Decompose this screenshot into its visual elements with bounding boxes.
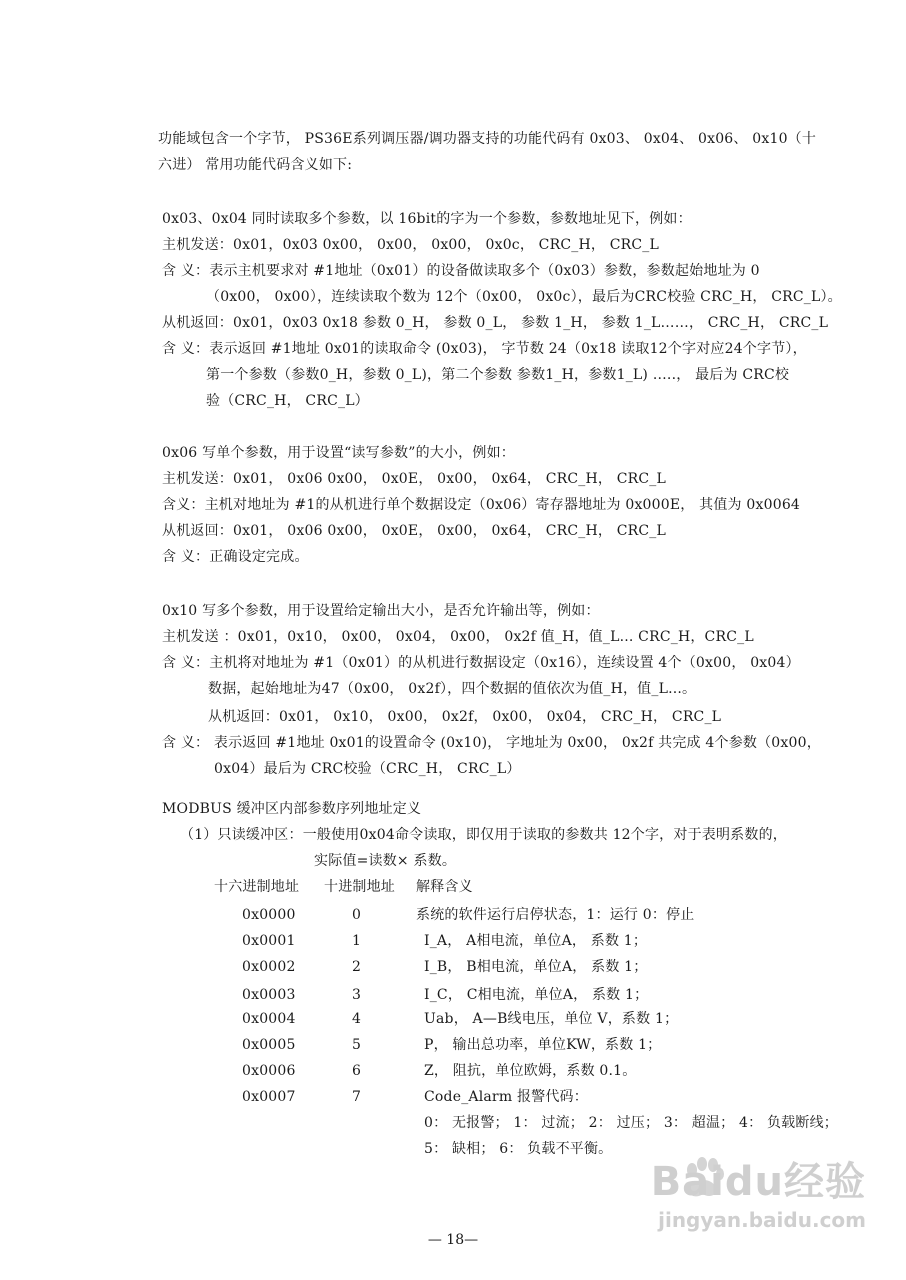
page-number: — 18— xyxy=(427,1232,479,1248)
func-0x10-reply-meaning-2: 0x04）最后为 CRC校验（CRC_H， CRC_L） xyxy=(214,761,521,777)
func-0x06-master-send: 主机发送：0x01， 0x06 0x00， 0x0E， 0x00， 0x64， CRC_H， CRC_L xyxy=(162,471,667,487)
func-0x03-reply-meaning-3: 验（CRC_H， CRC_L） xyxy=(206,393,369,409)
table-row-2-dec: 2 xyxy=(352,959,362,975)
func-0x03-heading: 0x03、0x04 同时读取多个参数，以 16bit的字为一个参数，参数地址见下，例如： xyxy=(162,211,692,227)
table-header-hex: 十六进制地址 xyxy=(214,879,300,895)
table-row-0-hex: 0x0000 xyxy=(242,907,296,923)
intro-line-1: 功能域包含一个字节， PS36E系列调压器/调功器支持的功能代码有 0x03、 0x04、 0x06、 0x10（十 xyxy=(158,131,817,147)
table-row-6-dec: 6 xyxy=(352,1063,362,1079)
func-0x03-reply-meaning-2: 第一个参数（参数0_H，参数 0_L)，第二个参数 参数1_H，参数1_L) …..， 最后为 CRC校 xyxy=(206,367,790,383)
func-0x10-slave-reply: 从机返回：0x01， 0x10， 0x00， 0x2f， 0x00， 0x04， CRC_H， CRC_L xyxy=(208,709,722,725)
table-row-3-hex: 0x0003 xyxy=(242,987,296,1003)
alarm-codes-line-2: 5： 缺相； 6： 负载不平衡。 xyxy=(424,1141,613,1157)
func-0x06-meaning: 含义：主机对地址为 #1的从机进行单个数据设定（0x06）寄存器地址为 0x000E， 其值为 0x0064 xyxy=(162,497,801,513)
table-row-5-hex: 0x0005 xyxy=(242,1037,296,1053)
table-row-4-dec: 4 xyxy=(352,1011,362,1027)
table-row-1-hex: 0x0001 xyxy=(242,933,296,949)
table-row-7-hex: 0x0007 xyxy=(242,1089,296,1105)
table-row-2-meaning: I_B， B相电流，单位A， 系数 1； xyxy=(424,959,648,975)
table-row-6-hex: 0x0006 xyxy=(242,1063,296,1079)
table-row-4-hex: 0x0004 xyxy=(242,1011,296,1027)
table-row-0-dec: 0 xyxy=(352,907,362,923)
modbus-buffer-title: MODBUS 缓冲区内部参数序列地址定义 xyxy=(162,801,422,817)
table-header-dec: 十进制地址 xyxy=(324,879,395,895)
table-row-4-meaning: Uab， A—B线电压，单位 V，系数 1； xyxy=(424,1011,679,1027)
func-0x06-heading: 0x06 写单个参数，用于设置“读写参数”的大小，例如： xyxy=(162,445,515,461)
table-row-2-hex: 0x0002 xyxy=(242,959,296,975)
table-row-5-dec: 5 xyxy=(352,1037,362,1053)
func-0x03-meaning-2: （0x00， 0x00），连续读取个数为 12个（0x00， 0x0c），最后为CRC校验 CRC_H， CRC_L）。 xyxy=(206,289,842,305)
table-row-7-dec: 7 xyxy=(352,1089,362,1105)
func-0x06-slave-reply: 从机返回：0x01， 0x06 0x00， 0x0E， 0x00， 0x64， CRC_H， CRC_L xyxy=(162,523,667,539)
func-0x10-heading: 0x10 写多个参数，用于设置给定输出大小，是否允许输出等，例如： xyxy=(162,603,600,619)
func-0x10-master-send: 主机发送 ：0x01，0x10， 0x00， 0x04， 0x00， 0x2f 值_H，值_L... CRC_H，CRC_L xyxy=(162,629,754,645)
func-0x10-reply-meaning-1: 含 义： 表示返回 #1地址 0x01的设置命令 (0x10)， 字地址为 0x00， 0x2f 共完成 4个参数（0x00， xyxy=(162,735,821,751)
watermark-logo-text: Baidu经验 xyxy=(650,1159,866,1205)
table-header-meaning: 解释含义 xyxy=(416,879,473,895)
table-row-0-meaning: 系统的软件运行启停状态，1：运行 0：停止 xyxy=(416,907,695,923)
table-row-1-dec: 1 xyxy=(352,933,362,949)
func-0x10-meaning-1: 含 义：主机将对地址为 #1（0x01）的从机进行数据设定（0x16），连续设置 4个（0x00， 0x04） xyxy=(162,655,800,671)
func-0x03-reply-meaning-1: 含 义：表示返回 #1地址 0x01的读取命令 (0x03)， 字节数 24（0x18 读取12个字对应24个字节）， xyxy=(162,341,807,357)
actual-value-formula: 实际值=读数× 系数。 xyxy=(314,853,457,869)
func-0x03-slave-reply: 从机返回：0x01，0x03 0x18 参数 0_H， 参数 0_L， 参数 1_H， 参数 1_L……， CRC_H， CRC_L xyxy=(162,315,829,331)
table-row-5-meaning: P， 输出总功率，单位KW，系数 1； xyxy=(424,1037,662,1053)
intro-line-2: 六进） 常用功能代码含义如下: xyxy=(158,157,353,173)
table-row-6-meaning: Z， 阻抗，单位欧姆，系数 0.1。 xyxy=(424,1063,637,1079)
table-row-7-meaning: Code_Alarm 报警代码： xyxy=(424,1089,588,1105)
table-row-1-meaning: I_A， A相电流，单位A， 系数 1； xyxy=(424,933,648,949)
func-0x10-meaning-2: 数据，起始地址为47（0x00， 0x2f），四个数据的值依次为值_H，值_L...。 xyxy=(208,681,697,697)
table-row-3-meaning: I_C， C相电流，单位A， 系数 1； xyxy=(424,987,649,1003)
alarm-codes-line-1: 0： 无报警； 1： 过流； 2： 过压； 3： 超温； 4： 负载断线； xyxy=(424,1115,838,1131)
readonly-buffer-desc: （1）只读缓冲区：一般使用0x04命令读取，即仅用于读取的参数共 12个字，对于表明系数的， xyxy=(180,827,787,843)
func-0x03-meaning-1: 含 义：表示主机要求对 #1地址（0x01）的设备做读取多个（0x03）参数，参数起始地址为 0 xyxy=(162,263,760,279)
func-0x03-master-send: 主机发送：0x01，0x03 0x00， 0x00， 0x00， 0x0c， CRC_H， CRC_L xyxy=(162,237,659,253)
table-row-3-dec: 3 xyxy=(352,987,362,1003)
watermark-url: jingyan.baidu.com xyxy=(658,1208,866,1232)
func-0x06-reply-meaning: 含 义：正确设定完成。 xyxy=(162,549,309,565)
